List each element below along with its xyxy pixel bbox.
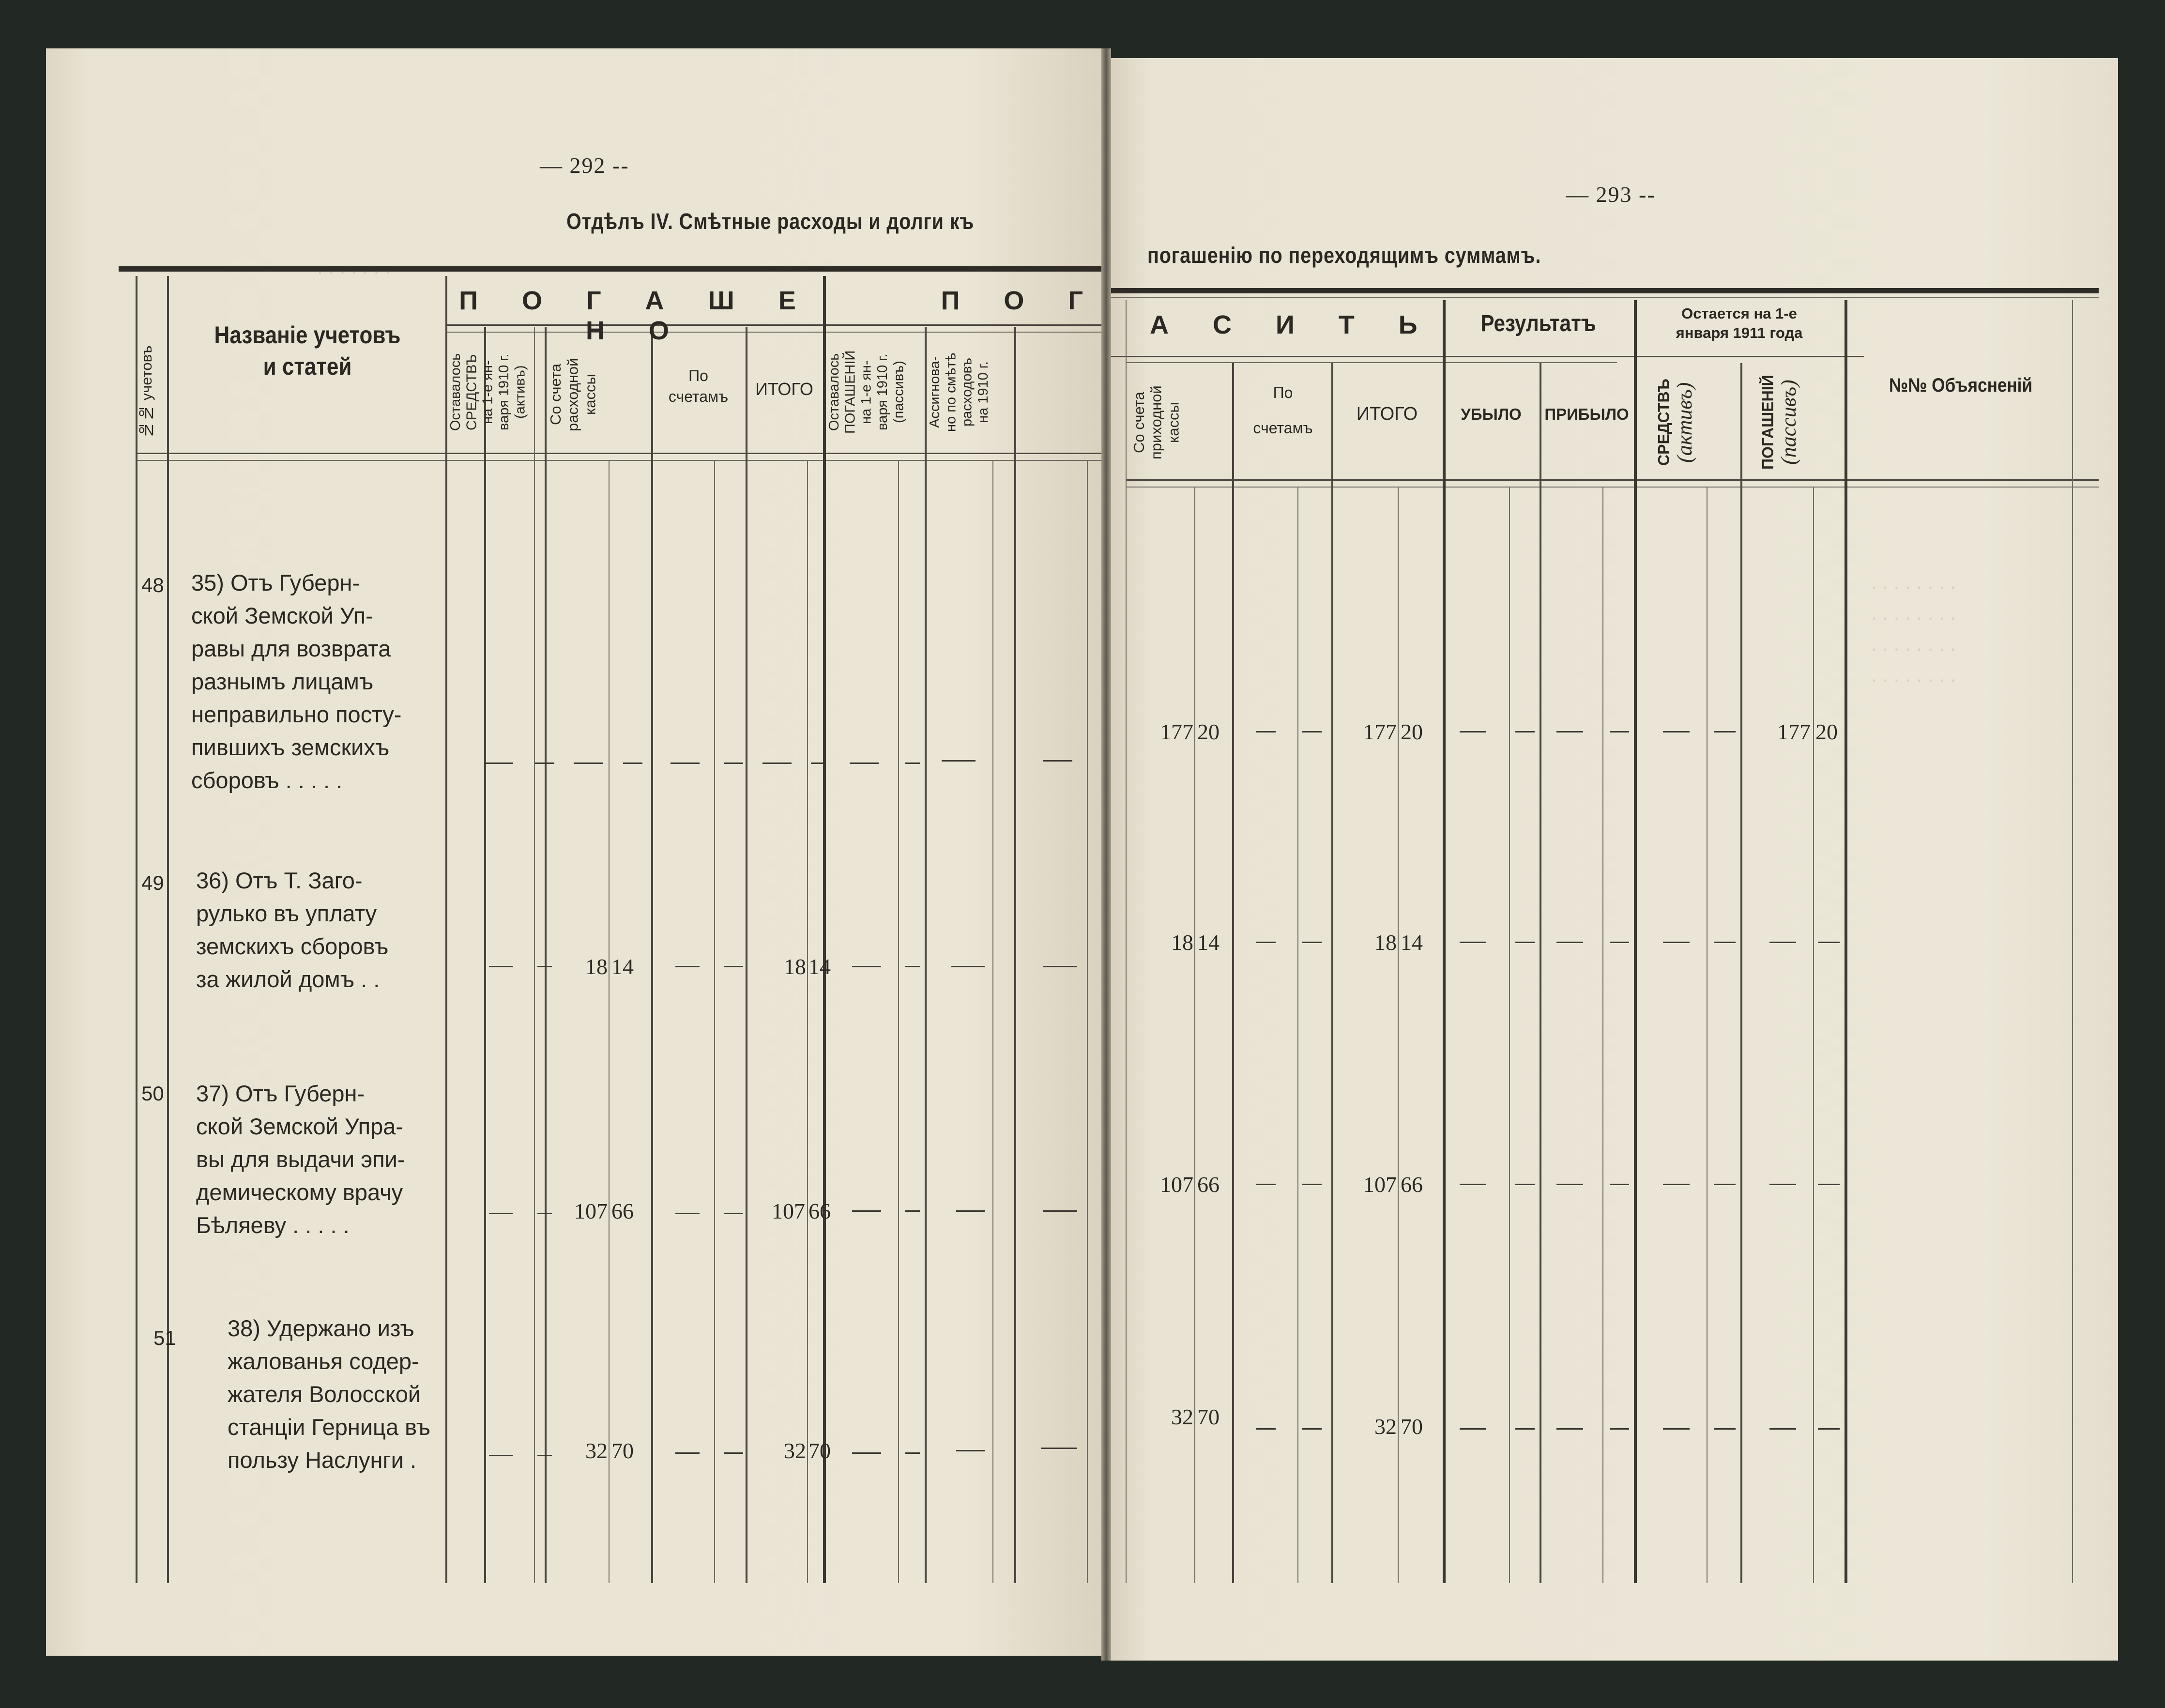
- expense-cash-kopecks: 70: [611, 1438, 634, 1463]
- empty-value-dash: [1460, 1184, 1486, 1185]
- empty-value-dash: [1714, 1184, 1736, 1185]
- row-description: 37) Отъ Губерн- ской Земской Упра- вы для выдачи эпи- демическому врачу Бѣляеву . . . . .: [196, 1081, 405, 1238]
- empty-value-dash: [1663, 1428, 1690, 1430]
- empty-value-dash: [1769, 942, 1796, 943]
- total-kopecks: 14: [1401, 930, 1423, 955]
- header-accounts-number: №№ учетовъ: [138, 345, 155, 439]
- total-kopecks: 70: [808, 1438, 831, 1463]
- empty-value-dash: [1818, 1428, 1840, 1430]
- empty-value-dash: [1610, 731, 1629, 732]
- row-number: 50: [141, 1082, 164, 1105]
- total-kopecks: 66: [808, 1199, 831, 1223]
- page-number-left: — 292 --: [540, 153, 629, 178]
- total-rubles: 18: [1374, 930, 1397, 955]
- top-rule: [119, 266, 1101, 272]
- header-bottom-rule-right: [1126, 479, 2099, 481]
- header-pogasheno: П О Г А Ш Е Н О: [459, 286, 814, 346]
- total-rubles: 177: [1363, 719, 1397, 744]
- row-number: 49: [141, 871, 164, 894]
- empty-value-dash: [1043, 760, 1072, 762]
- header-asit: А С И Т Ь: [1150, 310, 1436, 339]
- empty-value-dash: [905, 1452, 920, 1454]
- empty-value-dash: [1818, 1184, 1840, 1185]
- empty-value-dash: [724, 966, 743, 967]
- expense-cash-kopecks: 14: [611, 954, 634, 979]
- empty-value-dash: [762, 762, 792, 764]
- empty-value-dash: [1256, 1428, 1276, 1430]
- empty-value-dash: [1818, 942, 1840, 943]
- empty-value-dash: [1460, 731, 1486, 732]
- empty-value-dash: [1043, 966, 1077, 967]
- empty-value-dash: [1556, 1428, 1583, 1430]
- empty-value-dash: [1663, 1184, 1690, 1185]
- header-from-expense-cash: Со счета расходной кассы: [547, 358, 599, 431]
- empty-value-dash: [1556, 731, 1583, 732]
- total-rubles: 32: [784, 1438, 806, 1463]
- header-remaining-funds: Оставалось СРЕДСТВЪ на 1-е ян- варя 1910 г. (активъ): [448, 353, 528, 431]
- empty-value-dash: [724, 1213, 743, 1214]
- empty-value-dash: [905, 1210, 920, 1212]
- header-funds-1911: СРЕДСТВЪ (активъ): [1655, 379, 1697, 466]
- total-kopecks: 20: [1401, 719, 1423, 744]
- header-account-name: Названіе учетовъ и статей: [214, 321, 401, 380]
- book-gutter: [1101, 48, 1111, 1661]
- expense-cash-rubles: 107: [574, 1199, 608, 1223]
- row-description: 36) Отъ Т. Заго- рулько въ уплату земскихъ сборовъ за жилой домъ . .: [196, 868, 389, 992]
- empty-value-dash: [1256, 1184, 1276, 1185]
- empty-value-dash: [489, 1213, 513, 1214]
- row-number: 48: [141, 574, 164, 596]
- empty-value-dash: [1769, 1184, 1796, 1185]
- page-number-right: — 293 --: [1566, 182, 1656, 207]
- empty-value-dash: [1769, 1428, 1796, 1430]
- income-cash-rubles: 107: [1160, 1172, 1193, 1197]
- empty-value-dash: [905, 762, 920, 764]
- section-heading-left: Отдѣлъ IV. Смѣтные расходы и долги къ: [566, 209, 975, 234]
- expense-cash-rubles: 18: [585, 954, 608, 979]
- header-by-accounts: По счетамъ: [668, 367, 729, 406]
- header-decreased: УБЫЛО: [1461, 405, 1522, 423]
- total-rubles: 18: [784, 954, 806, 979]
- empty-value-dash: [1302, 942, 1322, 943]
- empty-value-dash: [852, 1210, 881, 1212]
- left-page: [46, 48, 1101, 1656]
- top-rule-right: [1111, 288, 2099, 293]
- right-page: [1111, 58, 2118, 1661]
- header-bottom-rule: [136, 453, 1101, 454]
- empty-value-dash: [1556, 1184, 1583, 1185]
- empty-value-dash: [1714, 942, 1736, 943]
- income-cash-kopecks: 70: [1197, 1404, 1220, 1429]
- header-from-income-cash: Со счета приходной кассы: [1130, 385, 1182, 459]
- row-description: 35) Отъ Губерн- ской Земской Уп- равы для возврата разнымъ лицамъ неправильно посту- пившихъ земскихъ сборовъ . . . . .: [191, 570, 402, 793]
- row-description: 38) Удержано изъ жалованья содер- жателя Волосской станціи Герница въ пользу Наслунги .: [228, 1315, 430, 1473]
- income-cash-kopecks: 66: [1197, 1172, 1220, 1197]
- repayments-rubles: 177: [1777, 719, 1811, 744]
- header-total-right: ИТОГО: [1356, 404, 1418, 424]
- bleed-through-text: . . . . . . . . . . . . . . . . . . . . . . . . . . . . . . . .: [1871, 570, 1956, 686]
- empty-value-dash: [1460, 942, 1486, 943]
- empty-value-dash: [1714, 731, 1736, 732]
- empty-value-dash: [956, 1210, 985, 1212]
- empty-value-dash: [852, 1452, 881, 1454]
- empty-value-dash: [537, 966, 552, 967]
- empty-value-dash: [1460, 1428, 1486, 1430]
- empty-value-dash: [1714, 1428, 1736, 1430]
- empty-value-dash: [724, 1452, 743, 1454]
- empty-value-dash: [1302, 1428, 1322, 1430]
- empty-value-dash: [1663, 942, 1690, 943]
- empty-value-dash: [1610, 942, 1629, 943]
- header-explanation-numbers: №№ Объясненій: [1889, 375, 2033, 396]
- header-allocated-by-estimate: Ассигнова- но по смѣтѣ расходовъ на 1910 г.: [927, 352, 991, 432]
- header-by-accounts-right: По счетамъ: [1253, 384, 1313, 437]
- empty-value-dash: [724, 762, 743, 764]
- header-pog: П О Г: [941, 286, 1101, 315]
- empty-value-dash: [535, 762, 554, 764]
- empty-value-dash: [675, 1452, 700, 1454]
- empty-value-dash: [852, 966, 881, 967]
- empty-value-dash: [1256, 731, 1276, 732]
- empty-value-dash: [1556, 942, 1583, 943]
- empty-value-dash: [956, 1450, 985, 1451]
- empty-value-dash: [1041, 1448, 1077, 1449]
- empty-value-dash: [675, 1213, 700, 1214]
- empty-value-dash: [1302, 1184, 1322, 1185]
- empty-value-dash: [1515, 1184, 1535, 1185]
- header-result: Результатъ: [1480, 311, 1596, 336]
- empty-value-dash: [489, 966, 513, 967]
- row-number: 51: [153, 1327, 176, 1349]
- empty-value-dash: [1515, 1428, 1535, 1430]
- empty-value-dash: [1515, 942, 1535, 943]
- income-cash-rubles: 18: [1171, 930, 1193, 955]
- empty-value-dash: [675, 966, 700, 967]
- empty-value-dash: [489, 1455, 513, 1456]
- header-total: ИТОГО: [755, 379, 813, 399]
- income-cash-rubles: 32: [1171, 1404, 1193, 1429]
- section-heading-right: погашенію по переходящимъ суммамъ.: [1147, 243, 1541, 268]
- empty-value-dash: [1043, 1210, 1077, 1212]
- empty-value-dash: [1515, 731, 1535, 732]
- empty-value-dash: [942, 760, 976, 762]
- empty-value-dash: [1610, 1428, 1629, 1430]
- empty-value-dash: [537, 1213, 552, 1214]
- empty-value-dash: [811, 762, 823, 764]
- empty-value-dash: [951, 966, 985, 967]
- empty-value-dash: [850, 762, 879, 764]
- empty-value-dash: [537, 1455, 552, 1456]
- expense-cash-kopecks: 66: [611, 1199, 634, 1223]
- income-cash-kopecks: 20: [1197, 719, 1220, 744]
- empty-value-dash: [1663, 731, 1690, 732]
- empty-value-dash: [671, 762, 700, 764]
- header-remaining-repayments: Оставалось ПОГАШЕНІЙ на 1-е ян- варя 1910 г. (пассивъ): [826, 350, 907, 434]
- total-kopecks: 14: [808, 954, 831, 979]
- income-cash-kopecks: 14: [1197, 930, 1220, 955]
- total-kopecks: 70: [1401, 1414, 1423, 1439]
- total-kopecks: 66: [1401, 1172, 1423, 1197]
- empty-value-dash: [574, 762, 603, 764]
- total-rubles: 32: [1374, 1414, 1397, 1439]
- header-remaining-1911: Остается на 1-е января 1911 года: [1676, 305, 1803, 342]
- empty-value-dash: [1610, 1184, 1629, 1185]
- header-repayments-1911: ПОГАШЕНІЙ (пассивъ): [1759, 375, 1801, 470]
- empty-value-dash: [484, 762, 513, 764]
- header-increased: ПРИБЫЛО: [1544, 405, 1629, 423]
- empty-value-dash: [1302, 731, 1322, 732]
- empty-value-dash: [1256, 942, 1276, 943]
- empty-value-dash: [623, 762, 642, 764]
- repayments-kopecks: 20: [1815, 719, 1838, 744]
- total-rubles: 107: [1363, 1172, 1397, 1197]
- income-cash-rubles: 177: [1160, 719, 1193, 744]
- empty-value-dash: [905, 966, 920, 967]
- expense-cash-rubles: 32: [585, 1438, 608, 1463]
- total-rubles: 107: [772, 1199, 805, 1223]
